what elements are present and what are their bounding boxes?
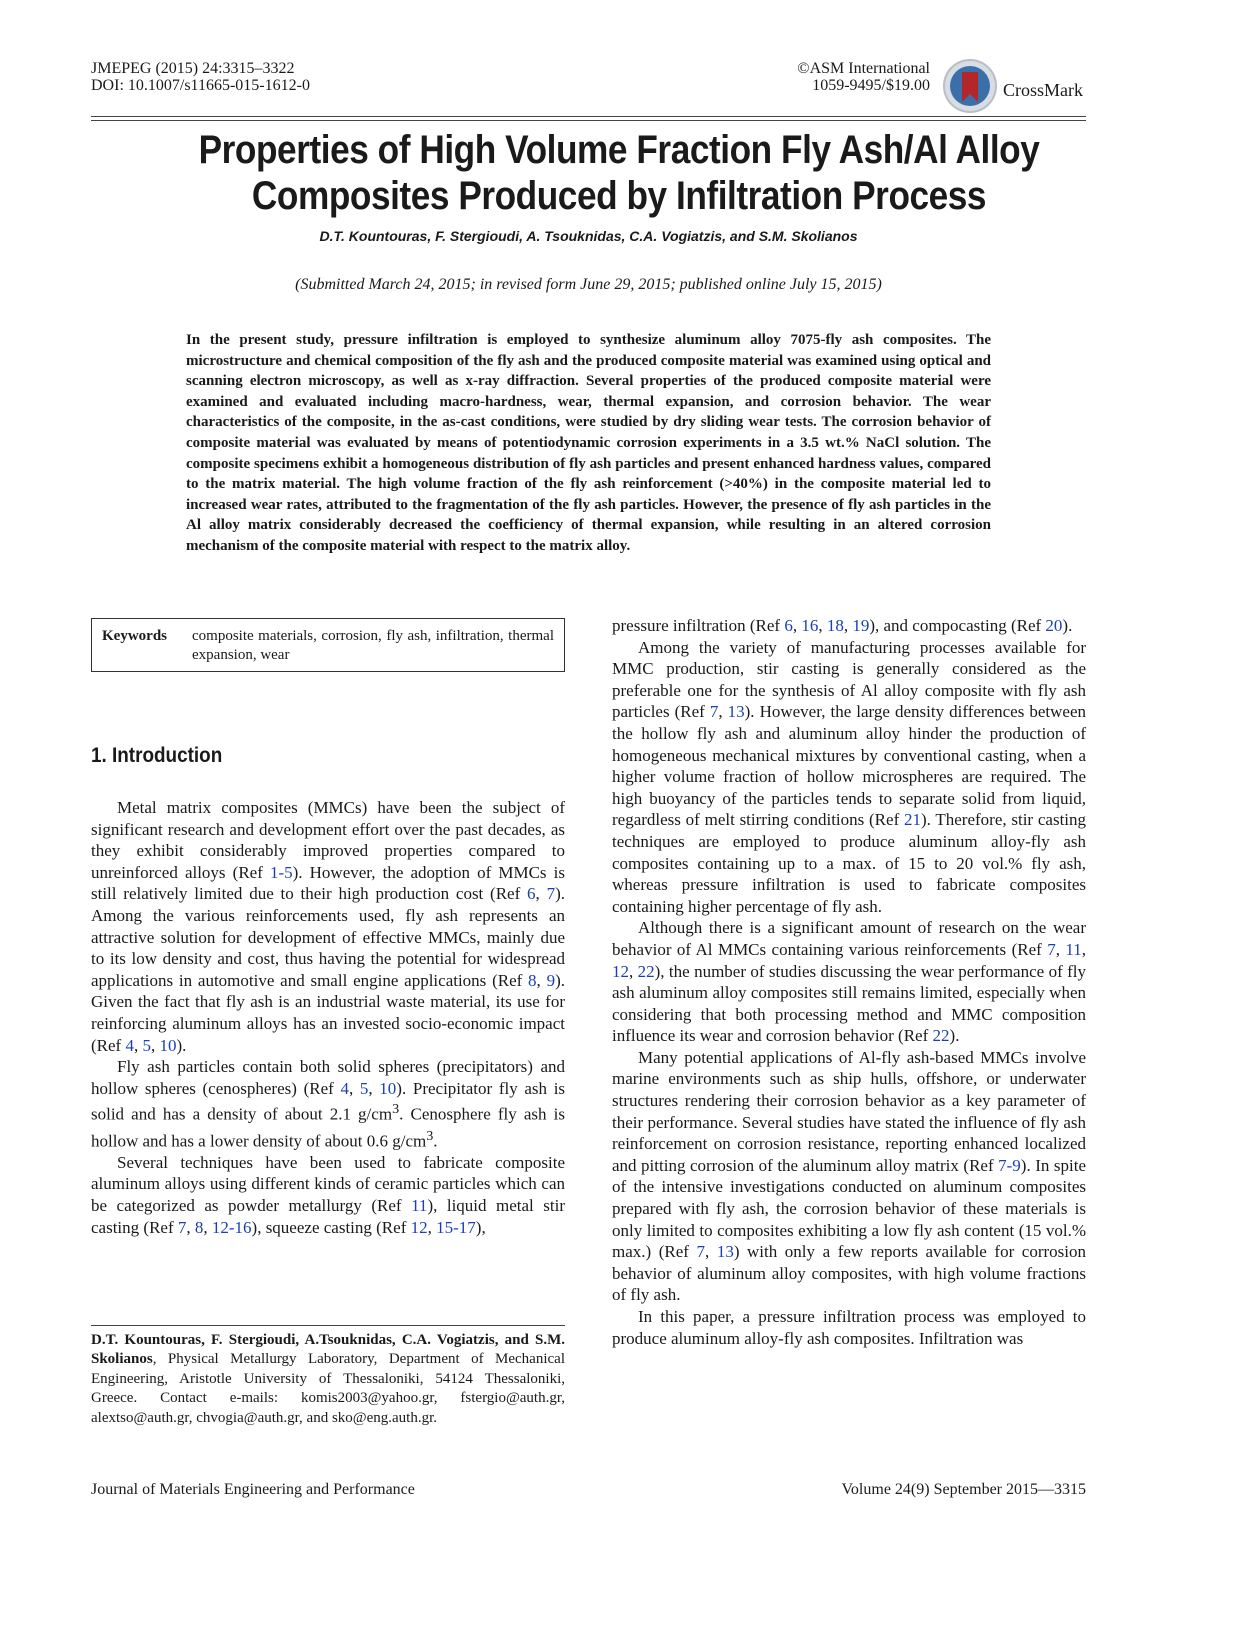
- ref-link[interactable]: 20: [1045, 616, 1063, 635]
- copyright: ©ASM International: [797, 60, 930, 77]
- ref-link[interactable]: 12: [612, 961, 629, 981]
- intro-left-column: Metal matrix composites (MMCs) have been the subject of significant research and development effort over the past decades, as they exhibit considerably improved properties compared to unreinforced alloys (Ref 1-5). However, the adoption of MMCs is still relatively limited due to their high production cost (Ref 6, 7). Among the various reinforcements used, fly ash represents an attractive solution for development of effective MMCs, mainly due to its low density and cost, thus having the potential for widespread applications in automotive and small engine applications (Ref 8, 9). Given the fact that fly ash is an industrial waste material, its use for reinforcing aluminum alloys has an invested socio-economic impact (Ref 4, 5, 10). Fly ash particles contain both solid spheres (precipitators) and hollow spheres (cenospheres) (Ref 4, 5, 10). Precipitator fly ash is solid and has a density of about 2.1 $g/cm^3$. Cenosphere fly ash is hollow and has a lower density of about 0.6 $g/cm^3$. Several techniques have been used to fabricate composite aluminum alloys using different kinds of ceramic particles which can be categorized as powder metallurgy (Ref 11), liquid metal stir casting (Ref 7, 8, 12-16), squeeze casting (Ref 12, 15-17),: [91, 798, 566, 1237]
- ref-link[interactable]: 21: [904, 810, 921, 830]
- ref-link[interactable]: 8: [194, 1217, 204, 1237]
- footnote-rule: [91, 1325, 565, 1326]
- keywords-box: [91, 618, 565, 672]
- ref-link[interactable]: 7-9: [998, 1155, 1021, 1175]
- ref-link[interactable]: 1-5: [269, 862, 293, 882]
- ref-link[interactable]: 13: [716, 1242, 734, 1262]
- ref-link[interactable]: 7: [546, 884, 556, 904]
- ref-link[interactable]: 6: [784, 616, 793, 635]
- crossmark-label[interactable]: CrossMark: [1003, 80, 1083, 100]
- ref-link[interactable]: 10: [379, 1078, 397, 1098]
- price: 1059-9495/$19.00: [812, 77, 930, 94]
- ref-link[interactable]: 7: [696, 1242, 705, 1262]
- affiliation-names: D.T. Kountouras, F. Stergioudi, A.Tsouknidas, C.A. Vogiatzis, and S.M. Skolianos: [91, 1332, 565, 1368]
- keywords-label: Keywords: [102, 628, 167, 644]
- doi: DOI: 10.1007/s11665-015-1612-0: [91, 77, 310, 94]
- ref-link[interactable]: 11: [411, 1196, 428, 1215]
- ref-link[interactable]: 9: [546, 970, 556, 990]
- footer-journal: Journal of Materials Engineering and Performance: [91, 1481, 415, 1498]
- ref-link[interactable]: 22: [932, 1026, 950, 1046]
- ref-link[interactable]: 6: [527, 884, 536, 904]
- abstract: In the present study, pressure infiltration is employed to synthesize aluminum alloy 7075-fly ash composites. The microstructure and chemical composition of the fly ash and the produced composite material was examined using optical and scanning electron microscopy, as well as x-ray diffraction. Several properties of the produced composite material were examined and evaluated including macro-hardness, wear, thermal expansion, and corrosion behavior. The wear characteristics of the composite, in the as-cast conditions, were studied by dry sliding wear tests. The corrosion behavior of composite material was evaluated by means of potentiodynamic corrosion experiments in a 3.5 wt.% NaCl solution. The composite specimens exhibit a homogeneous distribution of fly ash particles and present enhanced hardness values, compared to the matrix material. The high volume fraction of the fly ash reinforcement (>40%) in the composite material led to increased wear rates, attributed to the fragmentation of the fly ash particles. However, the presence of fly ash particles in the Al alloy matrix considerably decreased the coefficiency of thermal expansion, while resulting in an altered corrosion mechanism of the composite material with respect to the matrix alloy.: [186, 332, 991, 554]
- keywords-text: composite materials, corrosion, fly ash, infiltration, thermal expansion, wear: [192, 628, 554, 663]
- title-line-1: Properties of High Volume Fraction Fly Ash/Al Alloy: [198, 128, 1040, 172]
- crossmark-icon[interactable]: [942, 58, 998, 114]
- intro-right-column: pressure infiltration (Ref 6, 16, 18, 19), and compocasting (Ref 20). Among the variety of manufacturing processes available for MMC production, stir casting is generally considered as the preferable one for the synthesis of Al alloy composite with fly ash particles (Ref 7, 13). However, the large density differences between the hollow fly ash and aluminum alloy hinder the production of homogeneous mechanical mixtures by conventional casting, when a higher volume fraction of hollow microspheres are required. The high buoyancy of the particles tends to separate solid from liquid, regardless of melt stirring conditions (Ref 21). Therefore, stir casting techniques are employed to produce aluminum alloy-fly ash composites containing up to a max. of 15 to 20 vol.% fly ash, whereas pressure infiltration is used to fabricate composites containing higher percentage of fly ash. Although there is a significant amount of research on the wear behavior of Al MMCs containing various reinforcements (Ref 7, 11, 12, 22), the number of studies discussing the wear performance of fly ash aluminum alloy composites still remains limited, especially when considering that both processing method and MMC composition influence its wear and corrosion behavior (Ref 22). Many potential applications of Al-fly ash-based MMCs involve marine environments such as ship hulls, offshore, or underwater structures rendering their corrosion behavior as a key parameter of their performance. Several studies have stated the influence of fly ash reinforcement on corrosion resistance, reporting enhanced localized and pitting corrosion of the aluminum alloy matrix (Ref 7-9). In spite of the intensive investigations conducted on aluminum composites prepared with fly ash, the corrosion behavior of these materials is only limited to composites exhibiting a low fly ash content (15 vol.% max.) (Ref 7, 13) with only a few reports available for corrosion behavior of aluminum alloy composites, with high volume fractions of fly ash. In this paper, a pressure infiltration process was employed to produce aluminum alloy-fly ash composites. Infiltration was: [612, 616, 1087, 1348]
- affiliation: [91, 1331, 565, 1428]
- title-line-2: Composites Produced by Infiltration Process: [251, 174, 987, 218]
- ref-link[interactable]: 12-16: [211, 1217, 252, 1237]
- ref-link[interactable]: 7: [1047, 939, 1056, 959]
- authors: D.T. Kountouras, F. Stergioudi, A. Tsouknidas, C.A. Vogiatzis, and S.M. Skolianos: [319, 228, 858, 244]
- ref-link[interactable]: 11: [1065, 939, 1082, 959]
- ref-link[interactable]: 10: [159, 1035, 177, 1055]
- affiliation-text: , Physical Metallurgy Laboratory, Department of Mechanical Engineering, Aristotle University of Thessaloniki, 54124 Thessaloniki, Greece. Contact e-mails: komis2003@yahoo.gr, fstergio@auth.gr, alextso@auth.gr, chvogia@auth.gr, and sko@eng.auth.gr.: [91, 1351, 565, 1426]
- ref-link[interactable]: 18: [826, 616, 844, 635]
- ref-link[interactable]: 7: [709, 702, 719, 722]
- ref-link[interactable]: 15-17: [436, 1217, 476, 1237]
- ref-link[interactable]: 12: [410, 1217, 428, 1237]
- ref-link[interactable]: 19: [852, 616, 870, 635]
- ref-link[interactable]: 4: [125, 1035, 134, 1055]
- ref-link[interactable]: 22: [637, 961, 655, 981]
- ref-link[interactable]: 4: [340, 1078, 349, 1098]
- header-rule: [91, 116, 1086, 117]
- section-heading: 1. Introduction: [91, 744, 223, 767]
- ref-link[interactable]: 13: [727, 702, 745, 722]
- footer-volume-page: Volume 24(9) September 2015—3315: [841, 1481, 1086, 1498]
- ref-link[interactable]: 8: [528, 970, 537, 990]
- ref-link[interactable]: 7: [177, 1217, 187, 1237]
- ref-link[interactable]: 16: [801, 616, 819, 635]
- ref-link[interactable]: 5: [142, 1035, 151, 1055]
- ref-link[interactable]: 5: [359, 1078, 369, 1098]
- submission-dates: (Submitted March 24, 2015; in revised form June 29, 2015; published online July 15, 2015): [295, 276, 882, 293]
- header-rule-2: [91, 120, 1086, 121]
- journal-code: JMEPEG (2015) 24:3315–3322: [91, 60, 295, 77]
